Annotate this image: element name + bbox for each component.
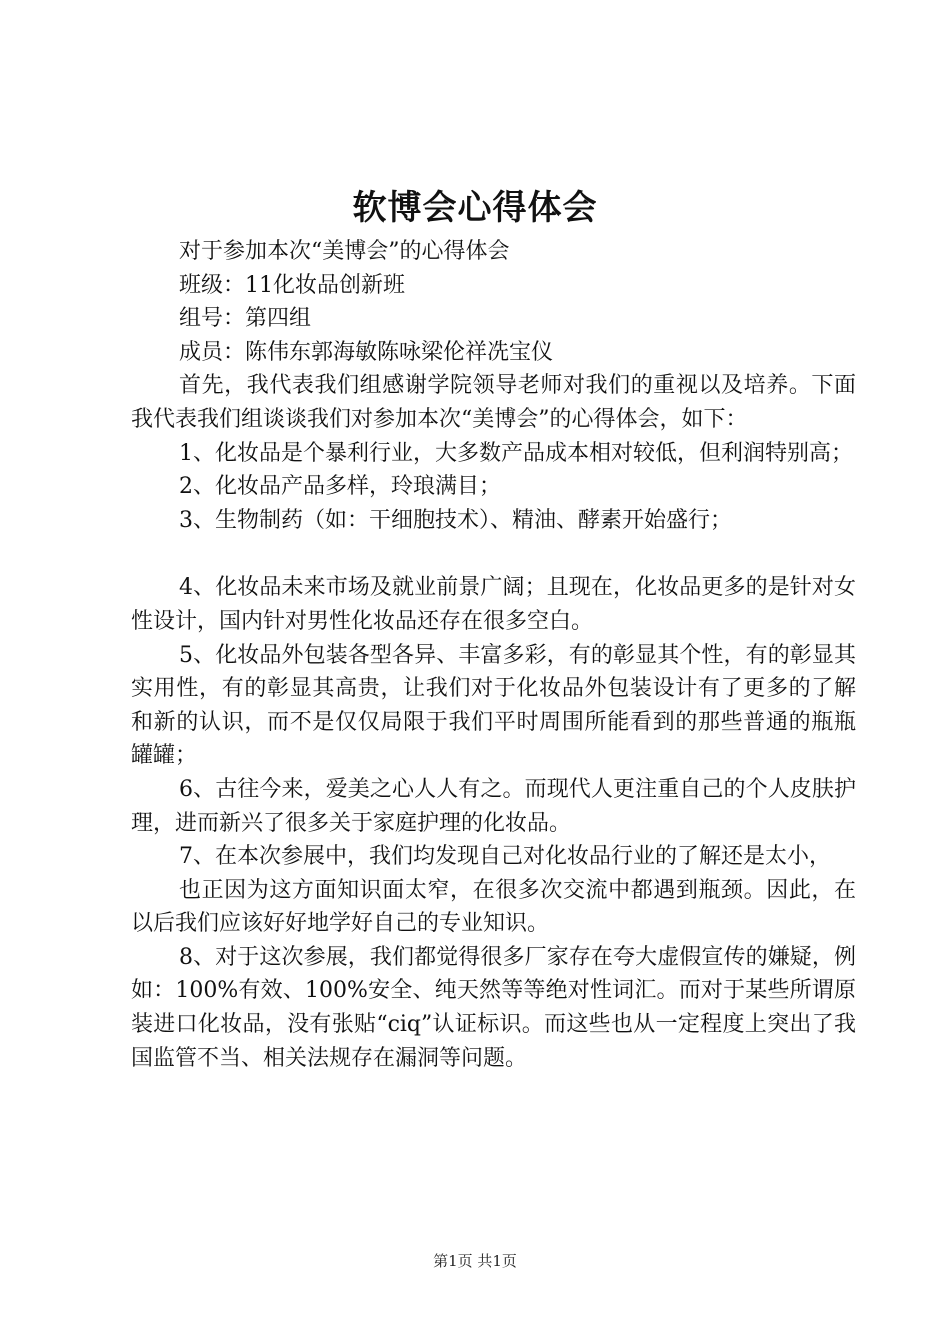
paragraph-point-4: 4、化妆品未来市场及就业前景广阔；且现在，化妆品更多的是针对女性设计，国内针对男性化妆品还存在很多空白。 bbox=[131, 575, 856, 634]
paragraph-point-5: 5、化妆品外包装各型各异、丰富多彩，有的彰显其个性，有的彰显其实用性，有的彰显其高贵，让我们对于化妆品外包装设计有了更多的了解和新的认识，而不是仅仅局限于我们平时周围所能看到的那些普通的瓶瓶罐罐； bbox=[131, 642, 856, 769]
paragraph-point-6: 6、古往今来，爱美之心人人有之。而现代人更注重自己的个人皮肤护理，进而新兴了很多关于家庭护理的化妆品。 bbox=[131, 776, 856, 836]
header-line-members: 成员：陈伟东郭海敏陈咏梁伦祥冼宝仪 bbox=[179, 339, 554, 365]
header-line-topic: 对于参加本次“美博会”的心得体会 bbox=[179, 239, 510, 264]
paragraph-intro: 首先，我代表我们组感谢学院领导老师对我们的重视以及培养。下面我代表我们组谈谈我们对参加本次“美博会”的心得体会，如下： bbox=[131, 373, 856, 432]
paragraph-point-2: 2、化妆品产品多样，玲琅满目； bbox=[179, 474, 501, 500]
paragraph-point-8: 8、对于这次参展，我们都觉得很多厂家存在夸大虚假宣传的嫌疑，例如：100%有效、100%安全、纯天然等等绝对性词汇。而对于某些所谓原装进口化妆品，没有张贴“ciq”认证标识。而这些也从一定程度上突出了我国监管不当、相关法规存在漏洞等问题。 bbox=[131, 944, 856, 1071]
header-line-class: 班级：11化妆品创新班 bbox=[179, 272, 405, 298]
paragraph-point-3: 3、生物制药（如：干细胞技术）、精油、酵素开始盛行； bbox=[179, 507, 732, 533]
paragraph-point-1: 1、化妆品是个暴利行业，大多数产品成本相对较低，但利润特别高； bbox=[179, 440, 853, 466]
document-body bbox=[131, 235, 856, 1075]
header-line-group: 组号：第四组 bbox=[179, 306, 312, 332]
page-footer: 第1页 共1页 bbox=[433, 1252, 517, 1270]
paragraph-gap bbox=[131, 537, 856, 571]
paragraph-point-7-continued: 也正因为这方面知识面太窄，在很多次交流中都遇到瓶颈。因此，在以后我们应该好好地学好自己的专业知识。 bbox=[131, 877, 856, 937]
document-title: 软博会心得体会 bbox=[352, 188, 598, 228]
paragraph-point-7: 7、在本次参展中，我们均发现自己对化妆品行业的了解还是太小， bbox=[179, 844, 831, 870]
